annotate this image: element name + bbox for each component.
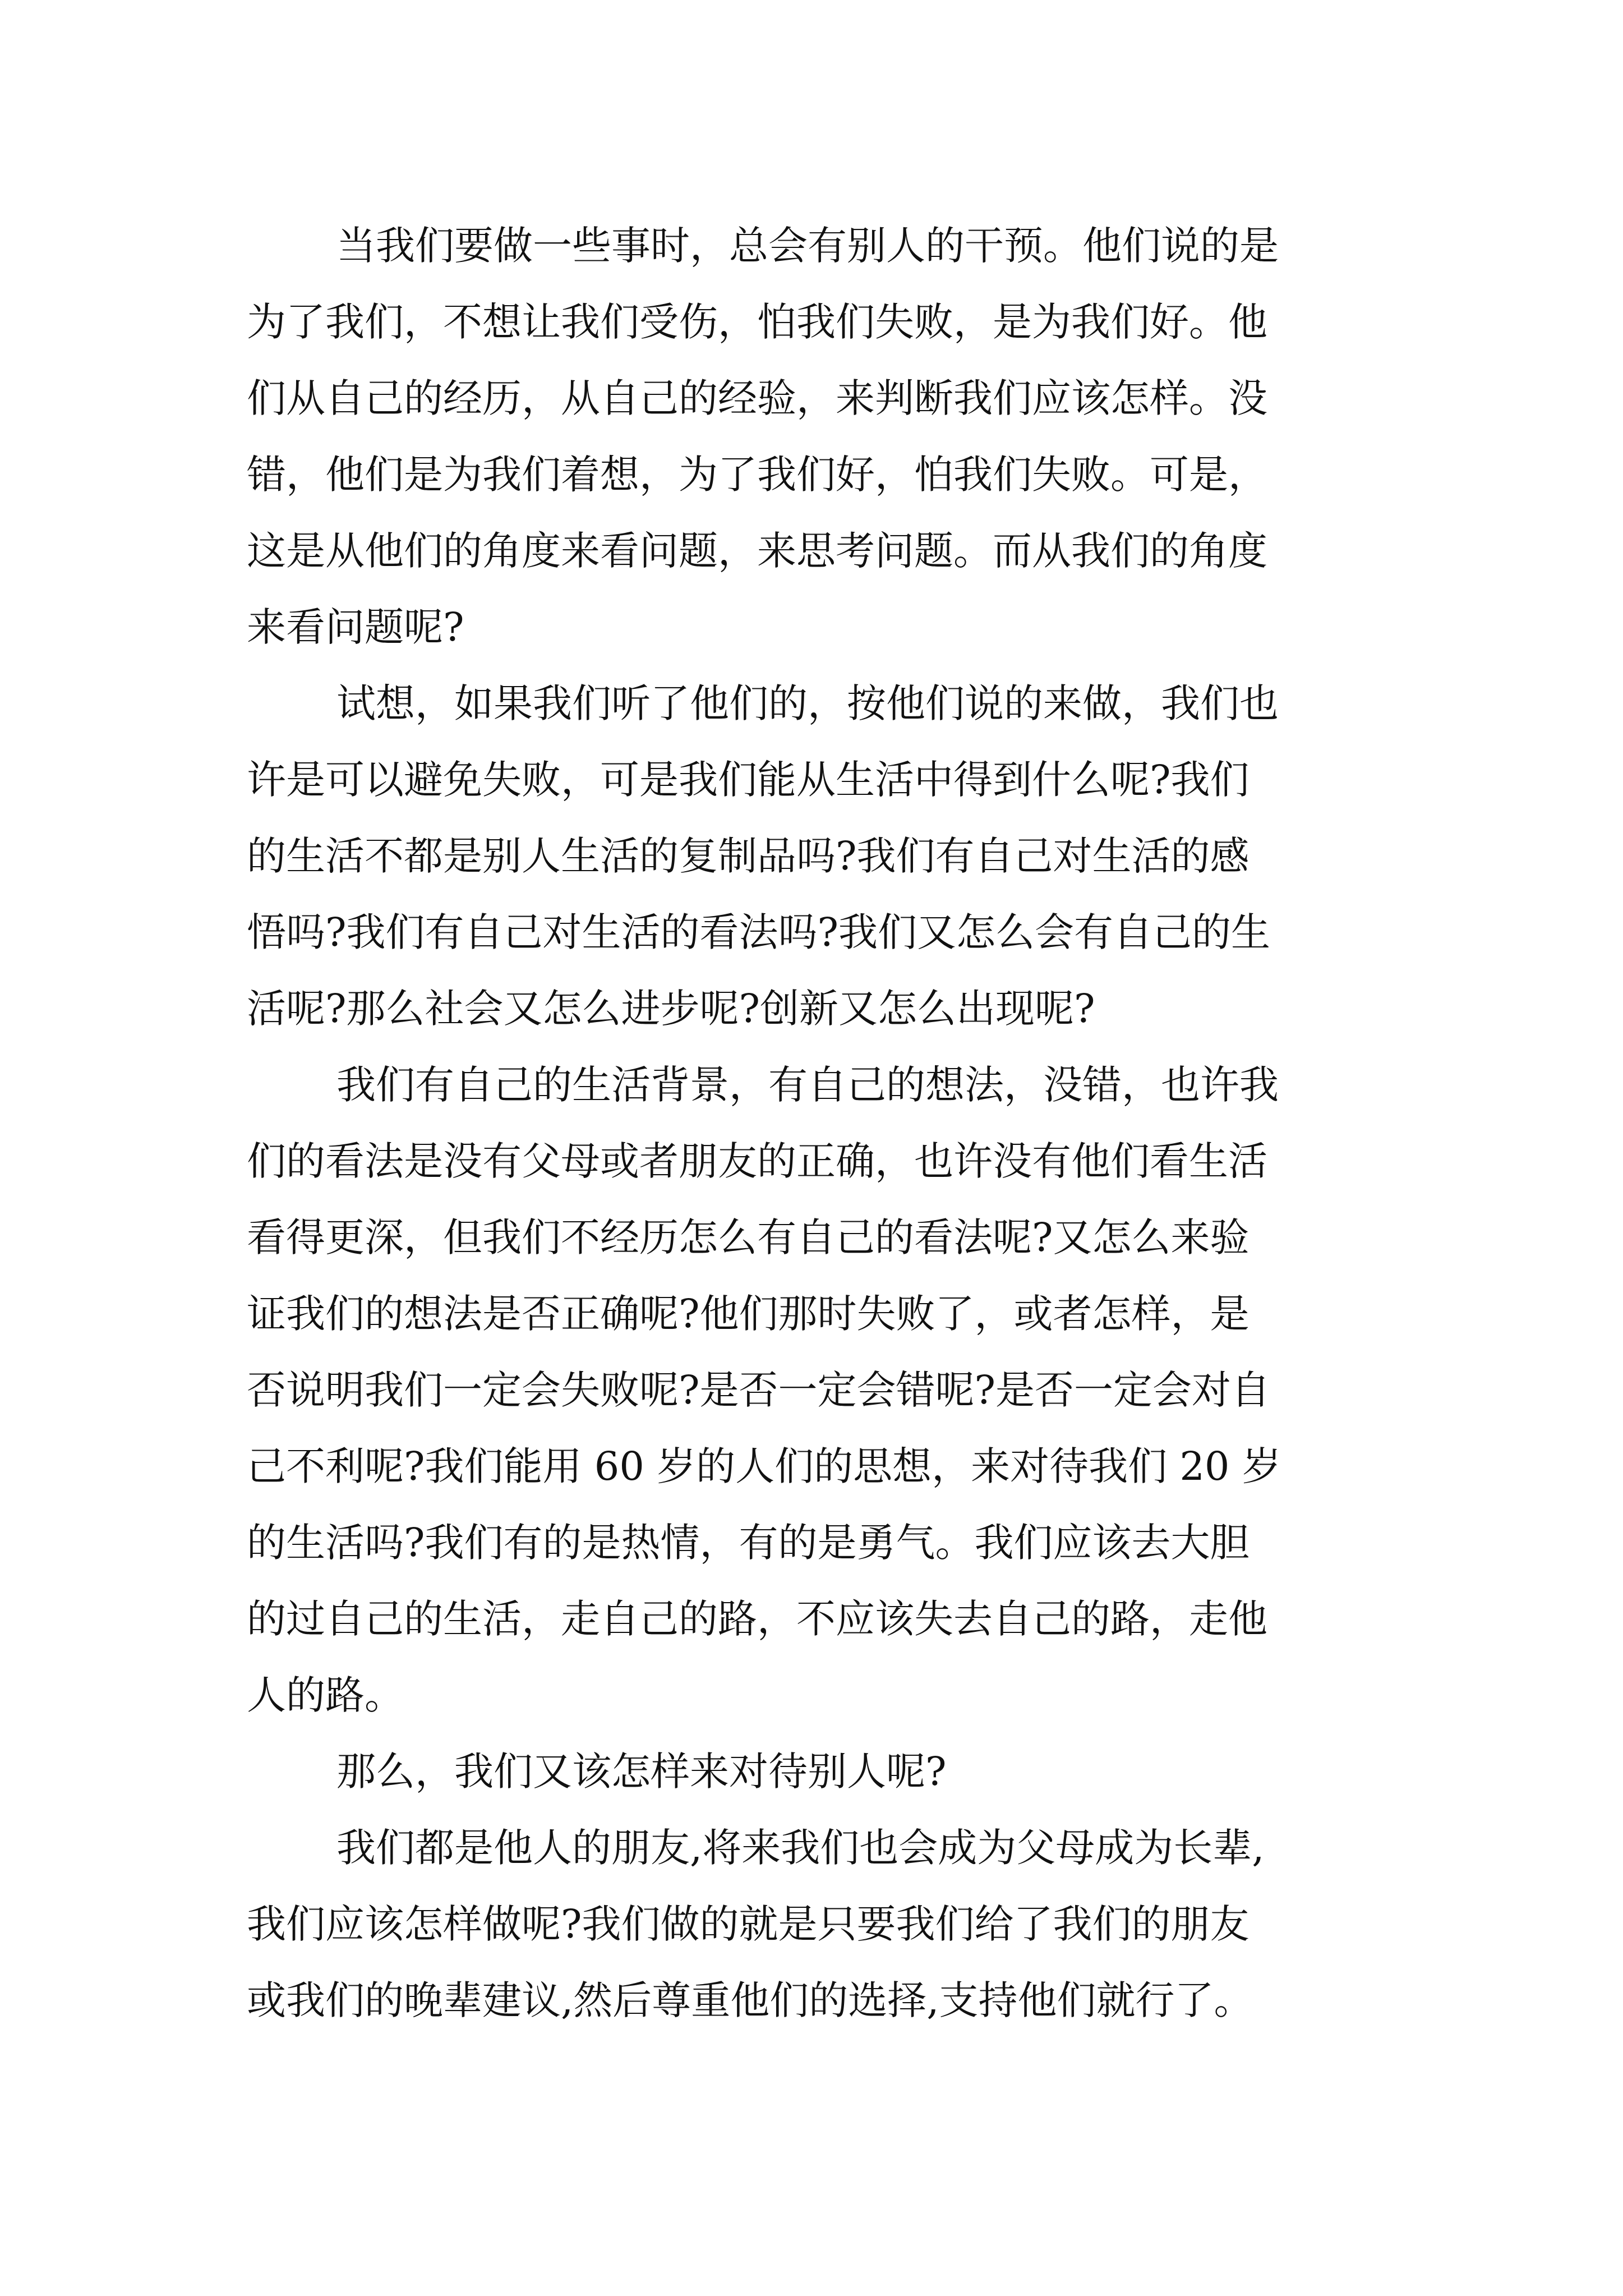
- paragraph-1: [247, 208, 1385, 665]
- document-body: [247, 208, 1385, 2039]
- text-line: 错，他们是为我们着想，为了我们好，怕我们失败。可是，: [247, 452, 1267, 498]
- text-line: 试想，如果我们听了他们的，按他们说的来做，我们也: [336, 680, 1279, 726]
- paragraph-5: [247, 1810, 1385, 2039]
- text-line: 的生活不都是别人生活的复制品吗?我们有自己对生活的感: [247, 833, 1249, 879]
- paragraph-2: [247, 665, 1385, 1047]
- paragraph-4: [247, 1733, 1385, 1810]
- text-line: 人的路。: [247, 1672, 404, 1718]
- text-line: 否说明我们一定会失败呢?是否一定会错呢?是否一定会对自: [247, 1367, 1271, 1413]
- text-line: 当我们要做一些事时，总会有别人的干预。他们说的是: [336, 223, 1279, 269]
- text-line: 证我们的想法是否正确呢?他们那时失败了，或者怎样，是: [247, 1291, 1249, 1337]
- text-line: 这是从他们的角度来看问题，来思考问题。而从我们的角度: [247, 528, 1267, 574]
- text-line: 活呢?那么社会又怎么进步呢?创新又怎么出现呢?: [247, 986, 1095, 1032]
- text-line: 我们应该怎样做呢?我们做的就是只要我们给了我们的朋友: [247, 1901, 1249, 1947]
- text-line: 己不利呢?我们能用 60 岁的人们的思想，来对待我们 20 岁: [247, 1443, 1281, 1489]
- text-line: 们的看法是没有父母或者朋友的正确，也许没有他们看生活: [247, 1138, 1267, 1184]
- text-line: 的生活吗?我们有的是热情，有的是勇气。我们应该去大胆: [247, 1520, 1249, 1566]
- text-line: 那么，我们又该怎样来对待别人呢?: [336, 1749, 947, 1795]
- text-line: 为了我们，不想让我们受伤，怕我们失败，是为我们好。他: [247, 299, 1267, 345]
- text-line: 悟吗?我们有自己对生活的看法吗?我们又怎么会有自己的生: [247, 909, 1271, 955]
- text-line: 的过自己的生活，走自己的路，不应该失去自己的路，走他: [247, 1596, 1267, 1642]
- text-line: 或我们的晚辈建议,然后尊重他们的选择,支持他们就行了。: [247, 1977, 1253, 2023]
- text-line: 我们有自己的生活背景，有自己的想法，没错，也许我: [336, 1062, 1279, 1108]
- text-line: 来看问题呢?: [247, 604, 464, 650]
- text-line: 我们都是他人的朋友,将来我们也会成为父母成为长辈,: [336, 1825, 1265, 1871]
- text-line: 许是可以避免失败，可是我们能从生活中得到什么呢?我们: [247, 757, 1249, 803]
- text-line: 看得更深，但我们不经历怎么有自己的看法呢?又怎么来验: [247, 1214, 1249, 1260]
- text-line: 们从自己的经历，从自己的经验，来判断我们应该怎样。没: [247, 375, 1267, 421]
- paragraph-3: [247, 1047, 1385, 1733]
